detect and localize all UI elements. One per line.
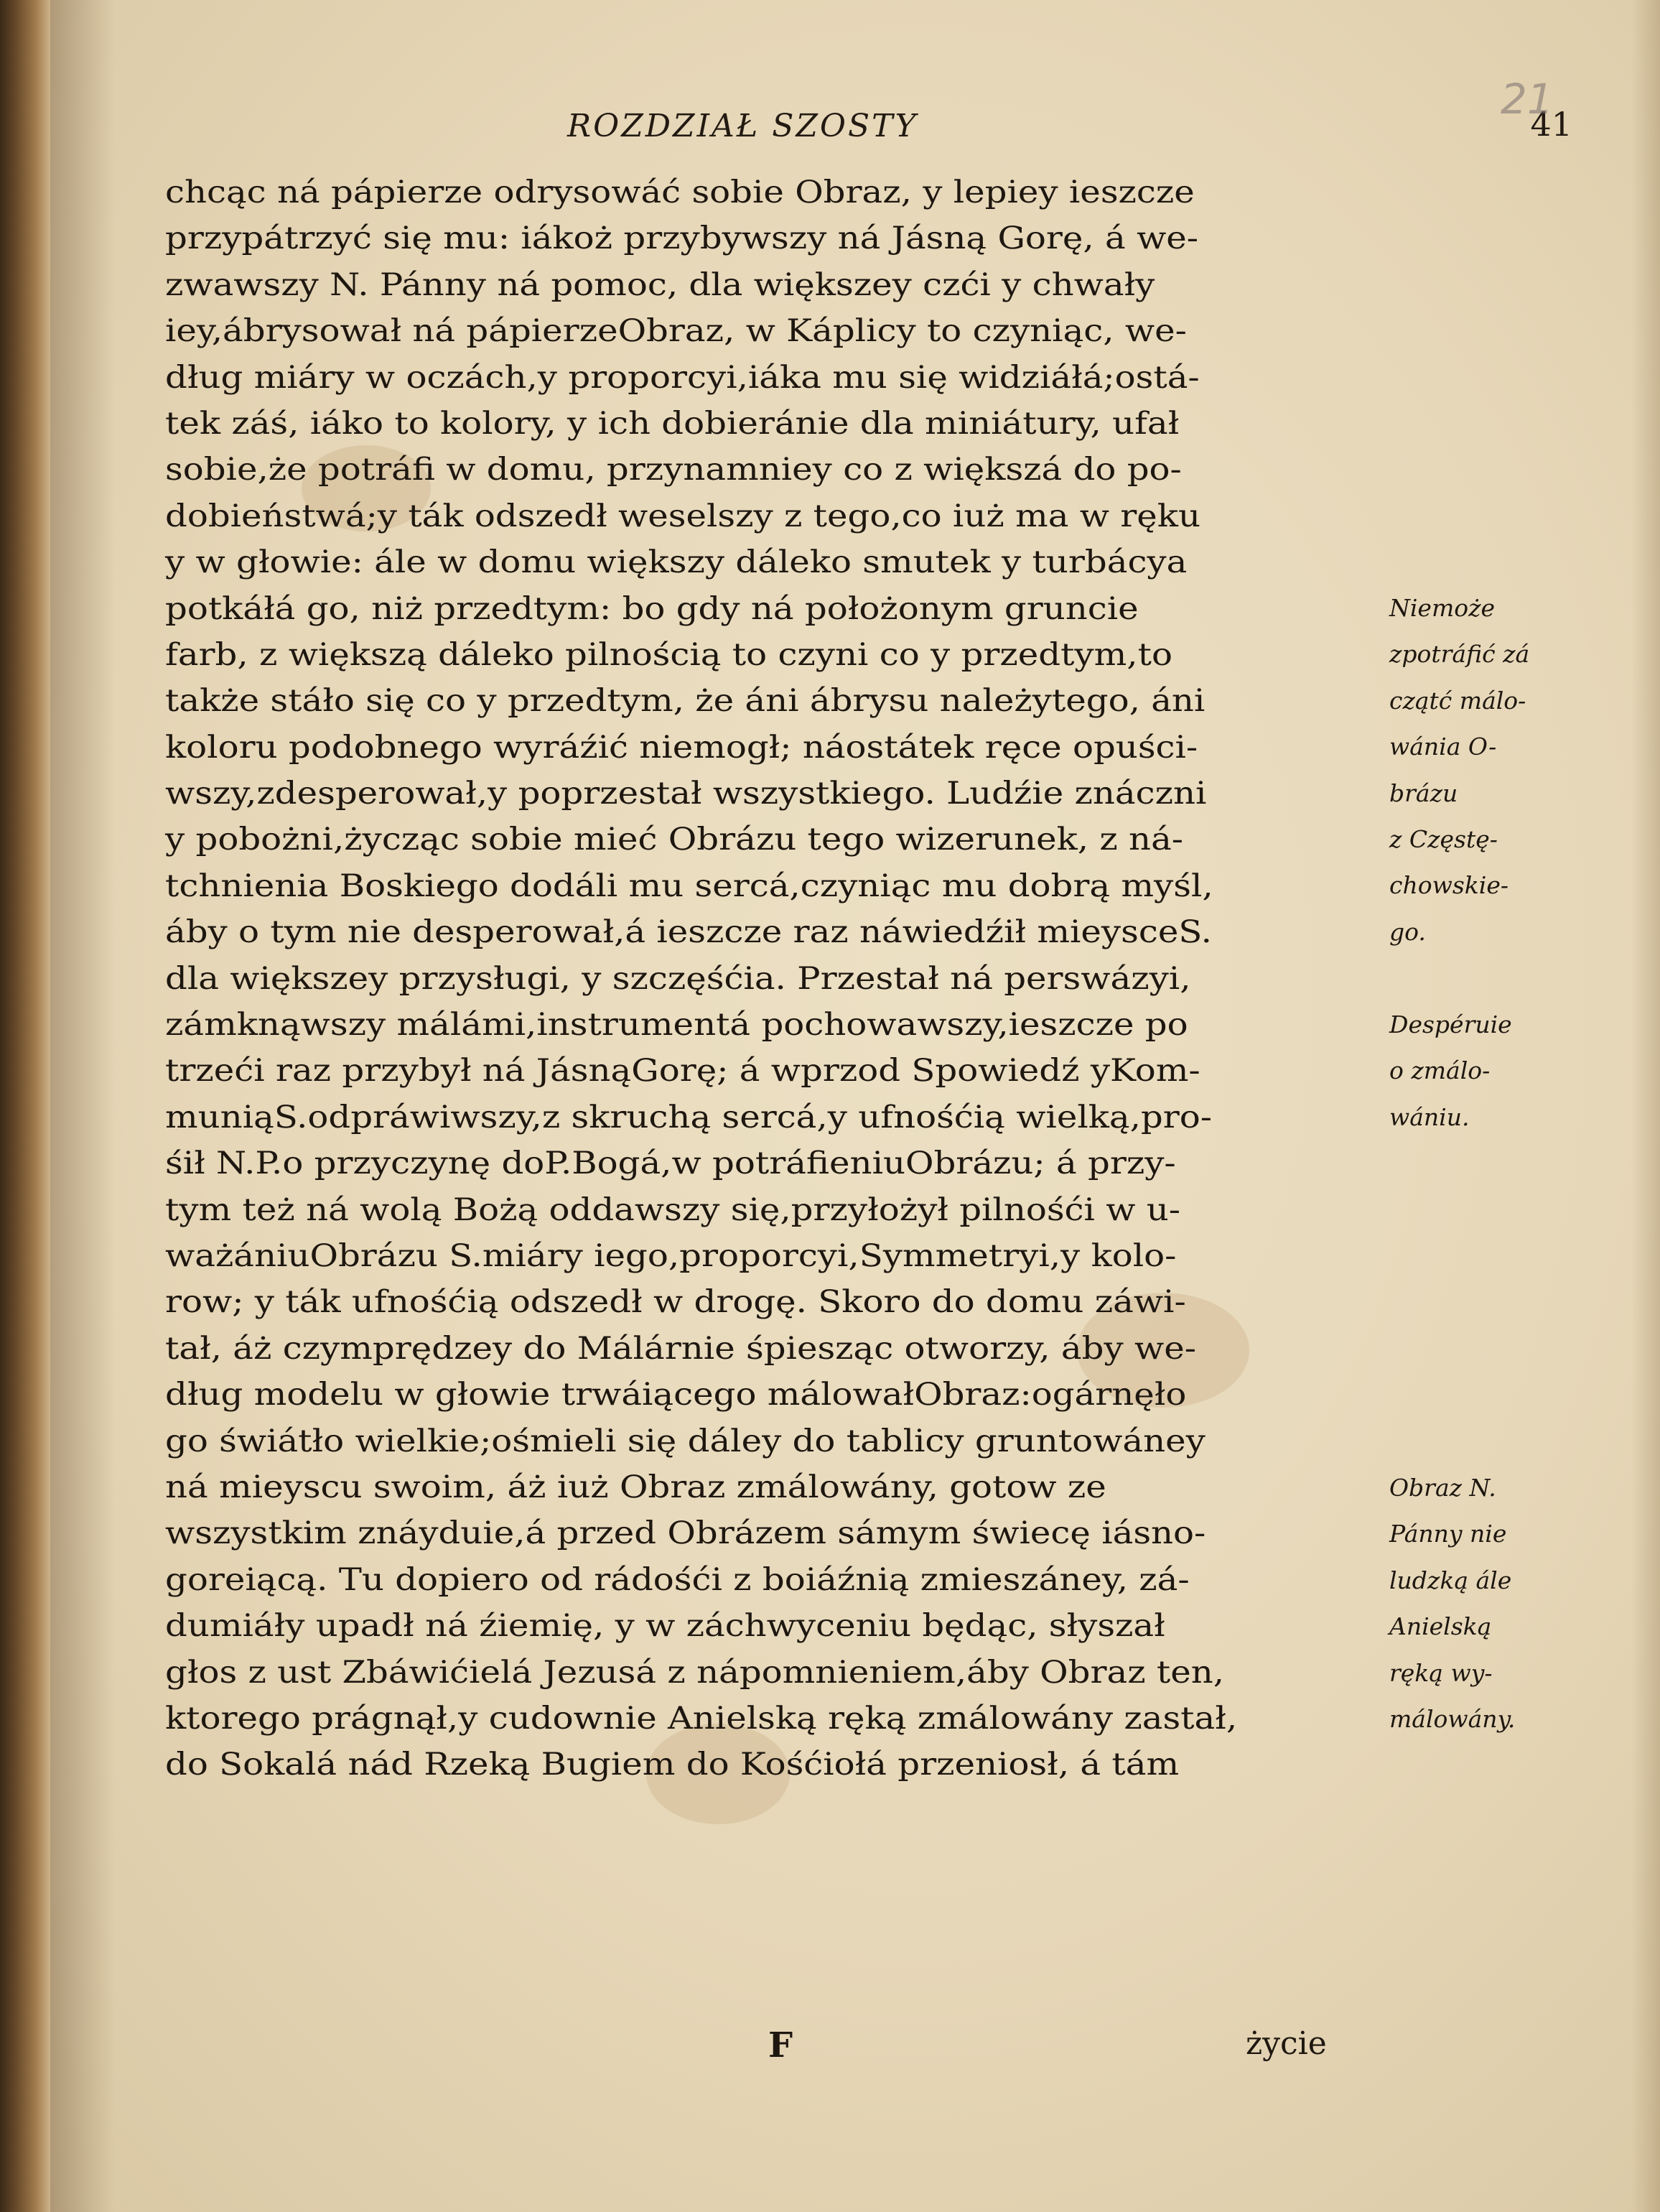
side-note-1: [1389, 585, 1605, 955]
text-line: trzeći raz przybył ná JásnąGorę; á wprzod Spowiedź yKom-: [165, 1053, 1200, 1089]
text-line: koloru podobnego wyráźić niemogł; náostátek ręce opuści-: [165, 729, 1198, 766]
text-line: ktorego prágnął,y cudownie Anielską ręką zmálowány zastał,: [165, 1700, 1238, 1737]
side-note-line: zpotráfić zá: [1389, 640, 1530, 669]
side-note-line: o zmálo-: [1389, 1056, 1491, 1085]
text-line: iey,ábrysował ná pápierzeObraz, w Káplicy to czyniąc, we-: [165, 313, 1187, 350]
text-line: głos z ust Zbáwićielá Jezusá z nápomnieniem,áby Obraz ten,: [165, 1654, 1225, 1691]
text-line: go świátło wielkie;ośmieli się dáley do tablicy gruntowáney: [165, 1423, 1206, 1459]
text-line: muniąS.odpráwiwszy,z skruchą sercá,y ufnośćią wielką,pro-: [165, 1099, 1213, 1135]
text-line: tchnienia Boskiego dodáli mu sercá,czyniąc mu dobrą myśl,: [165, 868, 1213, 904]
text-line: dług miáry w oczách,y proporcyi,iáka mu się widziáłá;ostá-: [165, 359, 1200, 396]
page-edge-shadow: [1631, 0, 1660, 2212]
text-line: farb, z większą dáleko pilnością to czyni co y przedtym,to: [165, 636, 1172, 673]
side-note-line: chowskie-: [1389, 871, 1509, 900]
side-note-line: Pánny nie: [1389, 1520, 1507, 1548]
text-line: wszy,zdesperował,y poprzestał wszystkiego. Ludźie znáczni: [165, 776, 1207, 812]
text-line: zámknąwszy málámi,instrumentá pochowawszy,ieszcze po: [165, 1007, 1188, 1044]
page-number: 41: [1530, 105, 1572, 144]
text-line: chcąc ná pápierze odrysowáć sobie Obraz, y lepiey ieszcze: [165, 175, 1195, 210]
text-line: śił N.P.o przyczynę doP.Bogá,w potráfieniuObrázu; á przy-: [165, 1146, 1176, 1182]
catchword: życie: [1246, 2025, 1327, 2062]
text-line: tał, áż czymprędzey do Málárnie śpiesząc otworzy, áby we-: [165, 1330, 1196, 1367]
text-line: także stáło się co y przedtym, że áni ábrysu należytego, áni: [165, 683, 1206, 720]
side-note-line: czątć málo-: [1389, 686, 1526, 715]
side-note-line: z Częstę-: [1389, 824, 1498, 853]
pencil-folio-number: 21: [1501, 75, 1554, 124]
text-line: y w głowie: ále w domu większy dáleko smutek y turbácya: [165, 544, 1188, 581]
text-line: potkáłá go, niż przedtym: bo gdy ná położonym gruncie: [165, 590, 1139, 627]
book-binding: [0, 0, 50, 2212]
text-line: sobie,że potráfi w domu, przynamniey co z większá do po-: [165, 452, 1182, 488]
page-header: [165, 105, 1572, 158]
text-line: tym też ná wolą Bożą oddawszy się,przyłożył pilnośći w u-: [165, 1191, 1181, 1228]
side-note-line: Obraz N.: [1389, 1474, 1496, 1502]
text-line: dla większey przysługi, y szczęśćia. Przestał ná perswázyi,: [165, 960, 1191, 997]
text-line: zwawszy N. Pánny ná pomoc, dla większey czći y chwały: [165, 266, 1155, 303]
text-line: przypátrzyć się mu: iákoż przybywszy ná Jásną Gorę, á we-: [165, 220, 1199, 257]
signature-mark: F: [768, 2025, 793, 2065]
text-line: tek záś, iáko to kolory, y ich dobieránie dla miniátury, ufał: [165, 405, 1180, 442]
side-note-line: wániu.: [1389, 1102, 1470, 1131]
text-line: ważániuObrázu S.miáry iego,proporcyi,Symmetryi,y kolo-: [165, 1237, 1177, 1274]
side-note-2: [1389, 1002, 1605, 1140]
side-note-line: málowány.: [1389, 1704, 1516, 1733]
text-line: goreiącą. Tu dopiero od rádośći z boiáźnią zmieszáney, zá-: [165, 1561, 1190, 1598]
text-line: wszystkim znáyduie,á przed Obrázem sámym świecę iásno-: [165, 1515, 1206, 1552]
gutter-shadow: [50, 0, 115, 2212]
text-line: do Sokalá nád Rzeką Bugiem do Kośćiołá przeniosł, á tám: [165, 1747, 1180, 1783]
text-line: ná mieyscu swoim, áż iuż Obraz zmálowány, gotow ze: [165, 1469, 1106, 1505]
text-line: row; y ták ufnośćią odszedł w drogę. Skoro do domu záwi-: [165, 1284, 1186, 1321]
text-line: dobieństwá;y ták odszedł weselszy z tego,co iuż ma w ręku: [165, 498, 1200, 534]
side-note-line: ludzką ále: [1389, 1566, 1512, 1594]
text-line: dumiáły upadł ná źiemię, y w záchwyceniu będąc, słyszał: [165, 1608, 1165, 1645]
text-line: áby o tym nie desperował,á ieszcze raz náwiedźił mieysceS.: [165, 914, 1212, 951]
side-note-3: [1389, 1465, 1605, 1742]
side-note-line: brázu: [1389, 779, 1458, 807]
body-text: [165, 169, 1400, 1788]
side-note-line: Anielską: [1389, 1612, 1492, 1641]
side-note-line: ręką wy-: [1389, 1658, 1493, 1687]
side-note-line: Despéruie: [1389, 1010, 1512, 1038]
side-note-line: Niemoże: [1389, 594, 1496, 622]
text-line: y pobożni,życząc sobie mieć Obrázu tego wizerunek, z ná-: [165, 822, 1184, 858]
text-line: dług modelu w głowie trwáiącego málowałObraz:ogárnęło: [165, 1377, 1187, 1413]
running-head: ROZDZIAŁ SZOSTY: [567, 108, 918, 144]
side-note-line: wánia O-: [1389, 733, 1497, 761]
side-note-line: go.: [1389, 917, 1426, 946]
